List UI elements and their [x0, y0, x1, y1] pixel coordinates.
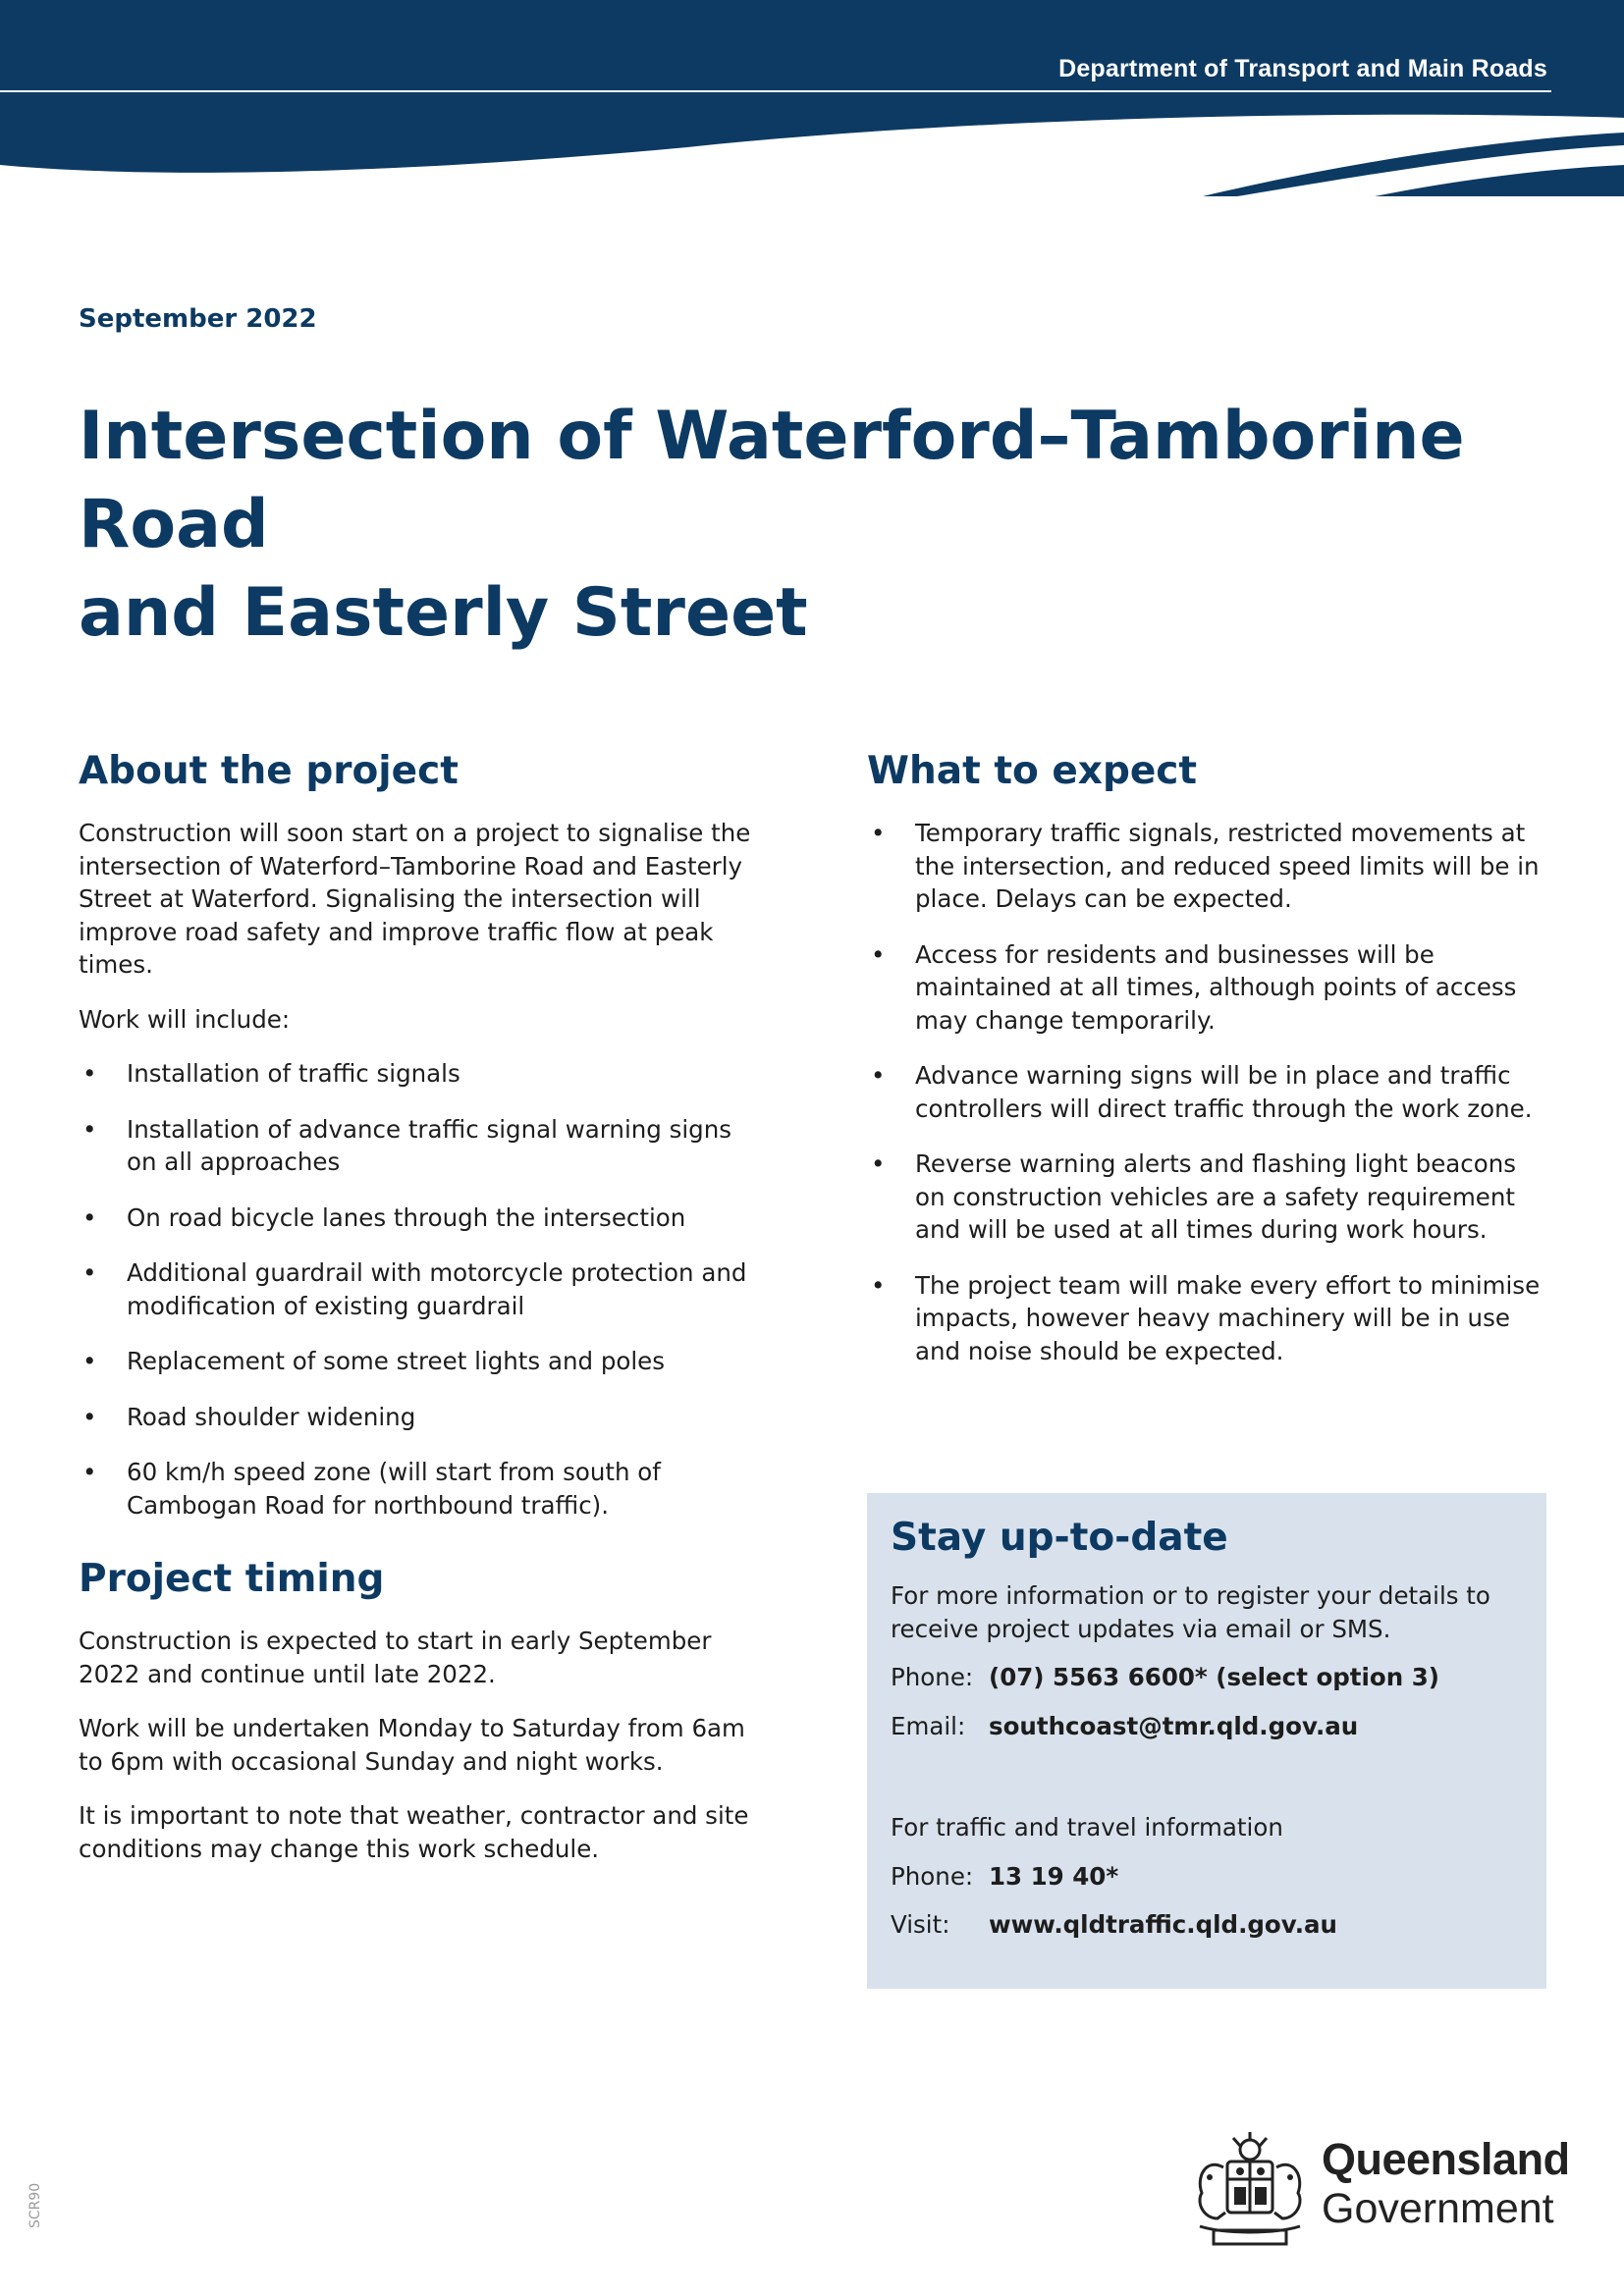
bullet-icon: •	[82, 1258, 97, 1287]
expect-heading: What to expect	[867, 749, 1198, 793]
list-item: • Installation of traffic signals	[79, 1057, 766, 1091]
expect-list	[867, 817, 1544, 1367]
traffic-intro: For traffic and travel information	[891, 1813, 1283, 1842]
bullet-icon: •	[82, 1202, 97, 1232]
bullet-icon: •	[82, 1402, 97, 1431]
list-item: • Advance warning signs will be in place and traffic controllers will direct traffic through the work zone.	[871, 1061, 1533, 1123]
header-wave-graphic	[0, 0, 1624, 206]
list-item: • Road shoulder widening	[79, 1401, 766, 1434]
visit-label: Visit:	[891, 1910, 950, 1939]
phone-value[interactable]: (07) 5563 6600* (select option 3)	[989, 1663, 1439, 1691]
list-item: • Temporary traffic signals, restricted movements at the intersection, and reduced speed limits will be in place. Delays can be expected.	[871, 819, 1540, 913]
timing-paragraph: It is important to note that weather, contractor and site conditions may change this work schedule.	[79, 1801, 749, 1863]
bullet-icon: •	[871, 939, 886, 969]
list-item: • Replacement of some street lights and poles	[79, 1345, 766, 1378]
visit-row	[891, 1908, 1523, 1942]
traffic-phone-row	[891, 1860, 1523, 1894]
about-intro: Construction will soon start on a project to signalise the intersection of Waterford–Tamborine Road and Easterly Street at Waterford. Signalising the intersection will improve road safety and improve traffic flow at peak times.	[79, 819, 751, 979]
document-code: SCR90	[27, 2182, 43, 2228]
bullet-icon: •	[82, 1458, 97, 1486]
contact-box	[867, 1493, 1546, 1989]
page-title-line-1: Intersection of Waterford–Tamborine Road	[79, 398, 1465, 563]
timing-paragraph: Work will be undertaken Monday to Saturday from 6am to 6pm with occasional Sunday and night works.	[79, 1714, 745, 1776]
bullet-icon: •	[871, 1061, 886, 1090]
left-column	[79, 746, 766, 1887]
timing-paragraph: Construction is expected to start in early September 2022 and continue until late 2022.	[79, 1627, 712, 1688]
email-label: Email:	[891, 1711, 966, 1740]
logo-text-government: Government	[1322, 2185, 1554, 2232]
bullet-icon: •	[82, 1114, 97, 1144]
stay-heading: Stay up-to-date	[891, 1516, 1228, 1560]
list-item: • Reverse warning alerts and flashing light beacons on construction vehicles are a safety requirement and will be used at all times during work hours.	[871, 1149, 1517, 1244]
bullet-icon: •	[82, 1059, 97, 1088]
timing-heading: Project timing	[79, 1557, 385, 1601]
traffic-phone-value[interactable]: 13 19 40*	[989, 1861, 1119, 1891]
bullet-icon: •	[82, 1347, 97, 1375]
traffic-phone-label: Phone:	[891, 1861, 974, 1891]
page-title	[79, 393, 1551, 658]
list-item: • Installation of advance traffic signal warning signs on all approaches	[82, 1114, 732, 1176]
coat-of-arms-icon	[1186, 2128, 1314, 2251]
logo-text-queensland: Queensland	[1322, 2134, 1570, 2184]
work-intro: Work will include:	[79, 1004, 291, 1034]
website-link[interactable]: www.qldtraffic.qld.gov.au	[989, 1910, 1337, 1939]
page-title-line-2: and Easterly Street	[79, 574, 808, 652]
phone-label: Phone:	[891, 1663, 974, 1691]
bullet-icon: •	[871, 1270, 886, 1300]
header-banner	[0, 0, 1624, 206]
publication-date: September 2022	[79, 304, 317, 334]
list-item: • 60 km/h speed zone (will start from south of Cambogan Road for northbound traffic).	[82, 1458, 661, 1520]
work-list	[79, 1057, 766, 1522]
email-link[interactable]: southcoast@tmr.qld.gov.au	[989, 1711, 1359, 1740]
list-item: • On road bicycle lanes through the intersection	[79, 1201, 766, 1235]
about-heading: About the project	[79, 749, 459, 793]
bullet-icon: •	[871, 1149, 886, 1178]
list-item: • The project team will make every effort to minimise impacts, however heavy machinery will be in use and noise should be expected.	[871, 1270, 1541, 1365]
stay-intro: For more information or to register your details to receive project updates via email or SMS.	[891, 1581, 1490, 1643]
queensland-government-logo	[1186, 2128, 1570, 2251]
department-name: Department of Transport and Main Roads	[1058, 55, 1547, 82]
list-item: • Access for residents and businesses will be maintained at all times, although points of access may change temporarily.	[871, 939, 1517, 1035]
right-column	[867, 746, 1544, 1390]
email-row	[891, 1710, 1523, 1743]
bullet-icon: •	[871, 819, 886, 847]
phone-row	[891, 1661, 1523, 1694]
list-item: • Additional guardrail with motorcycle protection and modification of existing guardrail	[82, 1258, 747, 1320]
